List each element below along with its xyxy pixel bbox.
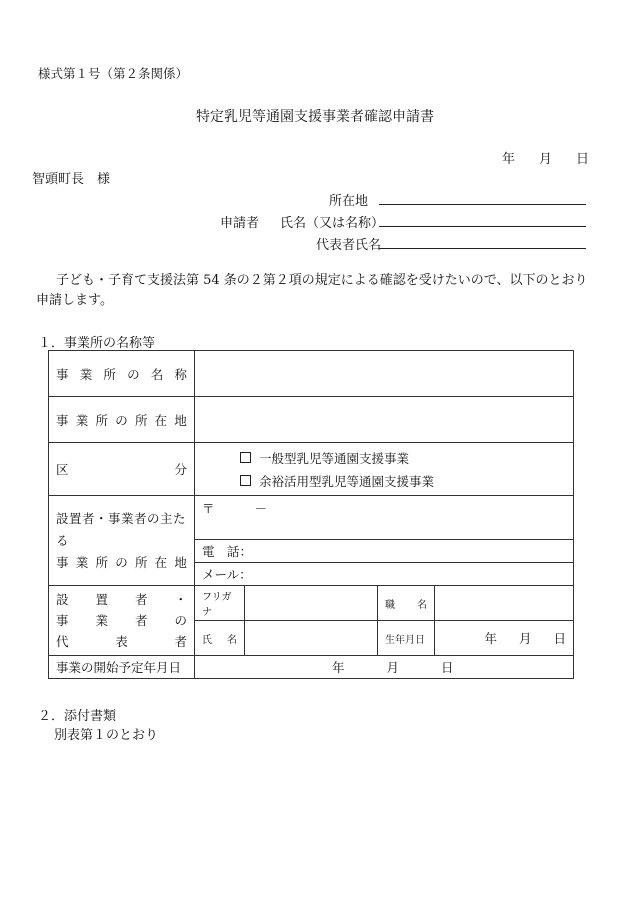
office-name-field[interactable] [195,351,574,397]
label-char: の [127,366,140,382]
label-char: の [115,412,128,428]
furigana-field[interactable] [245,586,378,621]
label-char: 所 [103,366,116,382]
address-line[interactable] [379,204,586,205]
date-year-label: 年 [502,152,516,167]
checkbox-icon[interactable] [240,475,251,486]
option-general[interactable]: 一般型乳児等通園支援事業 [202,446,566,469]
start-date-field[interactable]: 年 月 日 [195,656,574,679]
label-char: の [115,554,128,570]
phone-field[interactable]: 電 話： [195,540,574,563]
address-label: 所在地 [329,194,369,209]
label-char: 事 [56,613,69,628]
position-label: 職 名 [378,586,435,621]
rep-name-field[interactable] [245,621,378,656]
installer-address-label: 設置者・事業者の主たる 事 業 所 の 所 在 地 [49,496,195,586]
label-char: の [174,613,187,628]
label-char: 事 [56,366,69,382]
category-options [195,443,574,496]
label-char: 所 [134,554,148,570]
label-char: 設 [56,592,69,607]
table-row [49,351,574,397]
start-date-label: 事業の開始予定年月日 [49,656,195,679]
label-char: 所 [95,412,108,428]
table-row [49,656,574,679]
body-text: 子ども・子育て支援法第 54 条の２第２項の規定による確認を受けたいので、以下のとおり申請します。 [36,273,588,308]
postal-field[interactable]: 〒 － [195,496,574,540]
table-row [49,397,574,443]
label-char: 置 [95,592,108,607]
label-char: 業 [75,554,89,570]
table-row [49,586,574,621]
label-char: 業 [75,412,89,428]
rep-name-label: 代表者氏名 [316,238,382,253]
label-char: ・ [174,592,187,607]
label-char: 在 [154,554,168,570]
document-title: 特定乳児等通園支援事業者確認申請書 [196,109,434,125]
label-char: 地 [174,412,187,428]
table-row [49,443,574,496]
label-char: 者 [174,634,187,649]
name-label: 氏名（又は名称） [280,216,385,231]
label-char: 称 [174,366,187,382]
rep-name-line[interactable] [379,248,586,249]
label-char: 所 [95,554,108,570]
representative-label [49,586,195,656]
section2-title: ２．添付書類 [38,709,117,724]
section1-title: １．事業所の名称等 [38,336,156,351]
email-field[interactable]: メール： [195,563,574,586]
name-cell-label: 氏 名 [195,621,245,656]
office-info-table [48,350,574,679]
date-day-label: 日 [576,152,590,167]
label-char: 代 [56,634,69,649]
birthdate-label: 生年月日 [378,621,435,656]
attachment-text: 別表第１のとおり [54,728,159,743]
date-month-label: 月 [539,152,553,167]
label-char: 事 [56,412,69,428]
office-address-field[interactable] [195,397,574,443]
label-char: 在 [154,412,168,428]
option-surplus[interactable]: 余裕活用型乳児等通園支援事業 [202,469,566,492]
name-line[interactable] [379,226,586,227]
form-number: 様式第１号（第２条関係） [38,66,189,81]
label-char: 者 [134,592,148,607]
addressee: 智頭町長 様 [32,172,111,187]
label-char: 業 [79,366,93,382]
label-char: 地 [174,554,187,570]
label-char: 者 [134,613,148,628]
table-row [49,496,574,540]
checkbox-icon[interactable] [240,452,251,463]
label-char: 業 [95,613,108,628]
birthdate-field[interactable]: 年 月 日 [435,621,574,656]
label-char: 事 [56,554,69,570]
category-label: 区 分 [49,443,195,496]
label-char: 表 [115,634,128,649]
applicant-label: 申請者 [220,216,260,231]
furigana-label: フリガナ [195,586,245,621]
label-char: 名 [150,366,164,382]
label-char: 所 [134,412,148,428]
office-name-label [49,351,195,397]
office-address-label [49,397,195,443]
position-field[interactable] [435,586,574,621]
